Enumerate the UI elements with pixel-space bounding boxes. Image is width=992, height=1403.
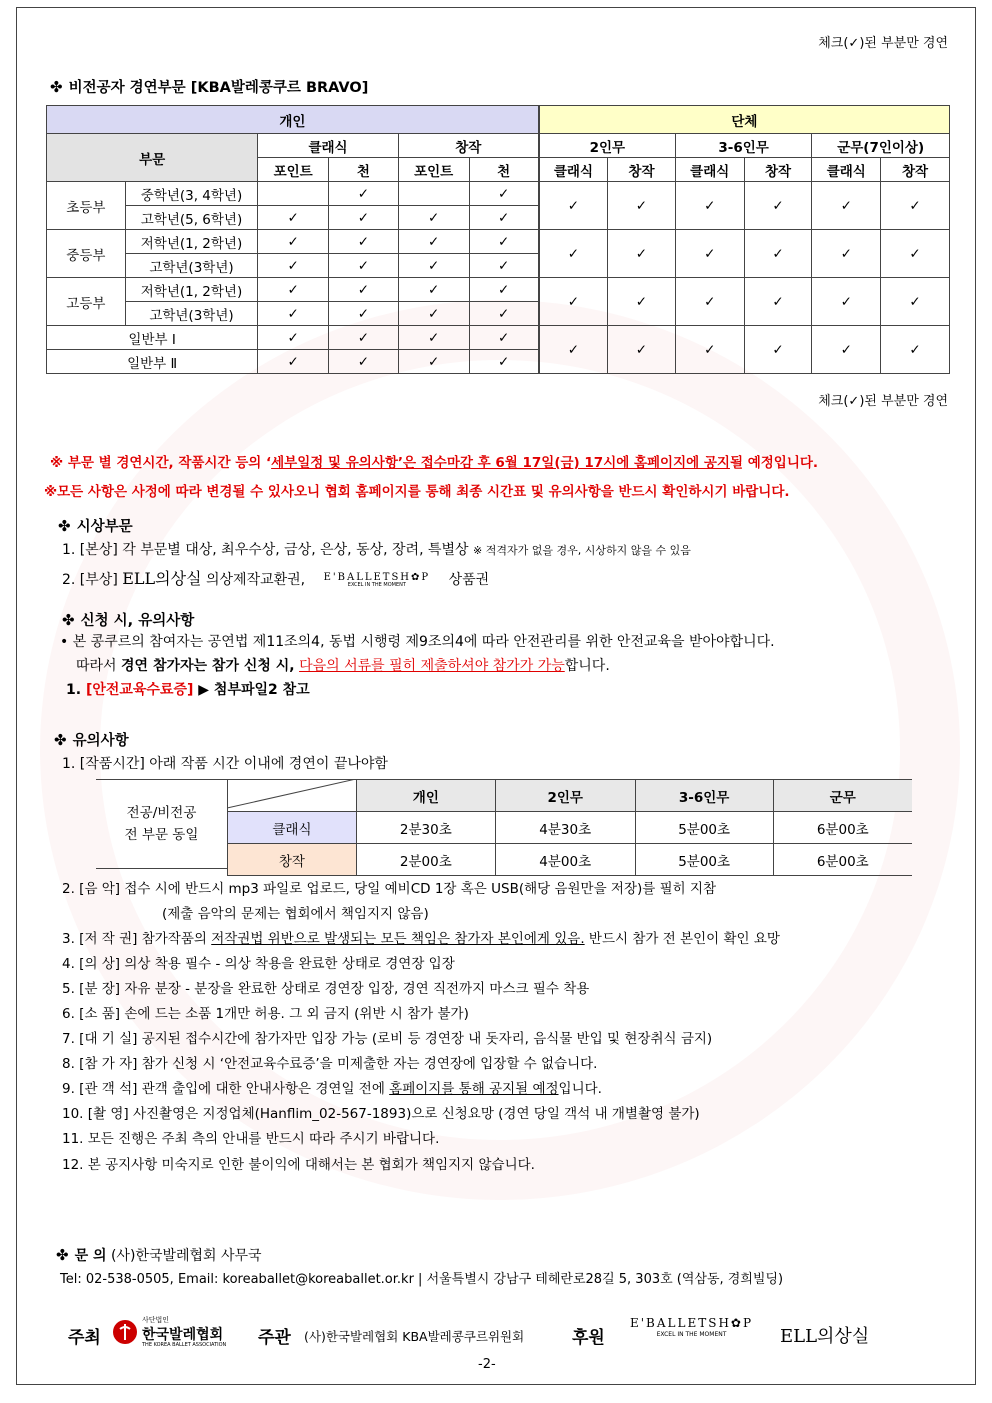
apply-line-3-a: 1. [66, 682, 82, 698]
time-row-label-creative: 창작 [228, 844, 357, 876]
header-duo: 2인무 [539, 134, 676, 158]
check-cell: ✓ [675, 182, 744, 230]
header-cloth-1: 천 [329, 158, 399, 182]
apply-line-2-a: 따라서 [76, 658, 117, 674]
row-sub: 저학년(1, 2학년) [125, 278, 258, 302]
time-header: 개인 [356, 780, 495, 812]
row-group-high: 고등부 [47, 278, 126, 326]
apply-heading [62, 609, 194, 630]
notice-schedule-suffix: 될 예정입니다. [729, 455, 819, 471]
check-cell: ✓ [398, 254, 469, 278]
check-cell: ✓ [812, 230, 881, 278]
check-cell: ✓ [469, 326, 539, 350]
time-header: 3-6인무 [635, 780, 773, 812]
host-label: 주최 [68, 1328, 101, 1348]
check-cell: ✓ [258, 254, 329, 278]
header-ind-classical: 클래식 [258, 134, 399, 158]
page-number: -2- [478, 1357, 496, 1372]
awards-heading [58, 515, 133, 536]
apply-line-3-b: [안전교육수료증] [85, 682, 194, 698]
contact-heading [56, 1245, 262, 1265]
award-main [62, 539, 691, 559]
top-note: 체크(✓)된 부분만 경연 [818, 36, 948, 51]
check-cell: ✓ [258, 350, 329, 374]
header-point-2: 포인트 [398, 158, 469, 182]
row-sub: 고학년(5, 6학년) [125, 206, 258, 230]
time-header: 2인무 [495, 780, 635, 812]
row-sub: 고학년(3학년) [125, 302, 258, 326]
check-cell: ✓ [258, 302, 329, 326]
time-header: 군무 [773, 780, 912, 812]
caution-9-a: 9. [관 객 석] 관객 출입에 대한 안내사항은 경연일 전에 [62, 1081, 385, 1097]
caution-4: 4. [의 상] 의상 착용 필수 - 의상 착용을 완료한 상태로 경연장 입장 [62, 956, 455, 972]
time-value: 2분30초 [356, 812, 495, 844]
check-cell: ✓ [881, 182, 950, 230]
organizer-name: (사)한국발레협회 KBA발레콩쿠르위원회 [304, 1329, 525, 1344]
kba-logo-icon [112, 1319, 138, 1345]
check-cell: ✓ [398, 302, 469, 326]
check-cell: ✓ [258, 278, 329, 302]
time-row-label-classical: 클래식 [228, 812, 357, 844]
clover-icon: ✤ [56, 1246, 69, 1264]
caution-11: 11. 모든 진행은 주최 측의 안내를 반드시 따라 주시기 바랍니다. [62, 1131, 440, 1147]
check-cell: ✓ [398, 278, 469, 302]
check-cell: ✓ [675, 230, 744, 278]
header-corps: 군무(7인이상) [812, 134, 950, 158]
time-value: 2분00초 [356, 844, 495, 876]
award-main-text: 1. [본상] 각 부문별 대상, 최우수상, 금상, 은상, 동상, 장려, 특별상 [62, 542, 469, 558]
apply-line-3 [66, 679, 310, 699]
time-table-left-1: 전공/비전공 [126, 805, 197, 821]
caution-title: 유의사항 [72, 733, 129, 749]
award-extra-text: 의상제작교환권, [206, 572, 306, 588]
check-cell: ✓ [812, 326, 881, 374]
header-corps-classical: 클래식 [812, 158, 881, 182]
check-cell: ✓ [398, 230, 469, 254]
balletshop-logo-text: E'BALLETSH✿P [323, 571, 431, 583]
clover-icon: ✤ [54, 731, 67, 749]
check-cell: ✓ [469, 254, 539, 278]
header-individual: 개인 [47, 106, 539, 134]
check-cell: ✓ [744, 230, 812, 278]
header-category: 부문 [47, 134, 258, 182]
time-value: 4분00초 [495, 844, 635, 876]
apply-line-2-d: 합니다. [564, 658, 610, 674]
caution-8: 8. [참 가 자] 참가 신청 시 ‘안전교육수료증’을 미제출한 자는 경연장에 입장할 수 없습니다. [62, 1056, 598, 1072]
row-sub: 고학년(3학년) [125, 254, 258, 278]
host-small: 사단법인 [142, 1316, 170, 1324]
header-cloth-2: 천 [469, 158, 539, 182]
balletshop-logo [324, 573, 431, 588]
check-cell: ✓ [539, 278, 608, 326]
check-cell: ✓ [469, 278, 539, 302]
time-table [227, 779, 912, 876]
check-cell: ✓ [881, 230, 950, 278]
caution-7: 7. [대 기 실] 공지된 접수시간에 참가자만 입장 가능 (로비 등 경연장 내 돗자리, 음식물 반입 및 현장취식 금지) [62, 1031, 713, 1047]
time-table-left-2: 전 부문 동일 [124, 827, 199, 843]
check-cell: ✓ [329, 230, 399, 254]
check-cell: ✓ [469, 350, 539, 374]
apply-line-2-c: 다음의 서류를 필히 제출하셔야 참가가 가능 [299, 658, 565, 674]
time-value: 5분00초 [635, 812, 773, 844]
header-duo-creative: 창작 [608, 158, 676, 182]
balletshop-logo-sub: EXCEL IN THE MOMENT [347, 581, 406, 588]
check-cell: ✓ [675, 278, 744, 326]
award-extra-suffix: 상품권 [448, 572, 490, 588]
check-cell: ✓ [812, 278, 881, 326]
time-table-corner [228, 780, 357, 812]
caution-3-b: 저작권법 위반으로 발생되는 모든 책임은 참가자 본인에게 있음. [211, 931, 585, 947]
row-group-general-1: 일반부 I [47, 326, 258, 350]
caution-12: 12. 본 공지사항 미숙지로 인한 불이익에 대해서는 본 협회가 책임지지 않습니다. [62, 1157, 535, 1173]
check-cell: ✓ [812, 182, 881, 230]
section1-title: 비전공자 경연부문 [KBA발레콩쿠르 BRAVO] [68, 80, 369, 96]
check-cell: ✓ [258, 230, 329, 254]
check-cell: ✓ [398, 206, 469, 230]
host-name: 한국발레협회 [142, 1327, 224, 1343]
header-small-creative: 창작 [744, 158, 812, 182]
sponsor-label: 후원 [572, 1328, 605, 1348]
caution-10: 10. [촬 영] 사진촬영은 지정업체(Hanflim_02-567-1893)으로 신청요망 (경연 당일 객석 내 개별촬영 불가) [62, 1106, 700, 1122]
apply-line-2 [76, 655, 610, 675]
check-cell: ✓ [608, 278, 676, 326]
check-cell: ✓ [469, 302, 539, 326]
award-extra-label: 2. [부상] [62, 572, 118, 588]
caution-5: 5. [분 장] 자유 분장 - 분장을 완료한 상태로 경연장 입장, 경연 직전까지 마스크 필수 착용 [62, 981, 590, 997]
caution-9 [62, 1077, 602, 1097]
sponsor-ell-logo: ELL의상실 [780, 1326, 870, 1347]
check-cell: ✓ [608, 326, 676, 374]
check-cell: ✓ [329, 182, 399, 206]
row-sub: 저학년(1, 2학년) [125, 230, 258, 254]
host-en: THE KOREA BALLET ASSOCIATION [142, 1342, 227, 1348]
clover-icon: ✤ [50, 78, 63, 96]
check-cell: ✓ [329, 302, 399, 326]
header-group: 단체 [539, 106, 950, 134]
row-group-elementary: 초등부 [47, 182, 126, 230]
apply-line-3-c: ▶ 첨부파일2 참고 [198, 682, 310, 698]
clover-icon: ✤ [58, 517, 71, 535]
caution-2b: (제출 음악의 문제는 협회에서 책임지지 않음) [162, 906, 429, 922]
sponsor-balletshop-text: E'BALLETSH✿P [630, 1316, 754, 1330]
row-group-middle: 중등부 [47, 230, 126, 278]
caution-6: 6. [소 품] 손에 드는 소품 1개만 허용. 그 외 금지 (위반 시 참가 불가) [62, 1006, 469, 1022]
apply-line-2-b: 경연 참가자는 참가 신청 시, [121, 658, 295, 674]
time-value: 5분00초 [635, 844, 773, 876]
sponsor-balletshop-logo [630, 1317, 753, 1338]
check-cell: ✓ [329, 350, 399, 374]
check-cell: ✓ [329, 254, 399, 278]
contact-label: 문 의 [74, 1248, 107, 1264]
check-cell [398, 182, 469, 206]
check-cell: ✓ [469, 230, 539, 254]
check-cell [258, 182, 329, 206]
contact-line: Tel: 02-538-0505, Email: koreaballet@koreaballet.or.kr | 서울특별시 강남구 테헤란로28길 5, 303호 (역삼동, 경희빌딩) [60, 1272, 784, 1287]
time-value: 6분00초 [773, 812, 912, 844]
caution-9-c: 입니다. [558, 1081, 602, 1097]
check-cell: ✓ [258, 326, 329, 350]
row-sub: 중학년(3, 4학년) [125, 182, 258, 206]
caution-9-b: 홈페이지를 통해 공지될 예정 [389, 1081, 559, 1097]
check-cell: ✓ [329, 206, 399, 230]
award-main-note: ※ 적격자가 없을 경우, 시상하지 않을 수 있음 [473, 544, 691, 557]
ell-logo: ELL의상실 [122, 569, 202, 588]
header-small-group: 3-6인무 [675, 134, 812, 158]
contact-org: (사)한국발레협회 사무국 [110, 1248, 262, 1264]
check-cell: ✓ [744, 326, 812, 374]
check-cell: ✓ [539, 182, 608, 230]
notice-schedule-underlined: 세부일정 및 유의사항’은 접수마감 후 6월 17일(금) 17시에 홈페이지에 공지 [271, 455, 730, 471]
category-table [46, 105, 950, 374]
caution-3 [62, 927, 780, 947]
caution-heading [54, 729, 129, 750]
notice-changes: ※모든 사항은 사정에 따라 변경될 수 있사오니 협회 홈페이지를 통해 최종 시간표 및 유의사항을 반드시 확인하시기 바랍니다. [44, 484, 790, 500]
time-value: 6분00초 [773, 844, 912, 876]
check-cell: ✓ [329, 278, 399, 302]
check-cell: ✓ [258, 206, 329, 230]
clover-icon: ✤ [62, 611, 75, 629]
time-table-left [96, 779, 227, 869]
check-cell: ✓ [881, 278, 950, 326]
check-cell: ✓ [398, 326, 469, 350]
check-cell: ✓ [608, 230, 676, 278]
caution-3-c: 반드시 참가 전 본인이 확인 요망 [588, 931, 780, 947]
check-cell: ✓ [608, 182, 676, 230]
check-cell: ✓ [539, 326, 608, 374]
caution-2: 2. [음 악] 접수 시에 반드시 mp3 파일로 업로드, 당일 예비CD 1장 혹은 USB(해당 음원만을 저장)를 필히 지참 [62, 881, 717, 897]
check-cell: ✓ [398, 350, 469, 374]
awards-title: 시상부문 [76, 519, 133, 535]
header-duo-classical: 클래식 [539, 158, 608, 182]
check-cell: ✓ [744, 182, 812, 230]
header-corps-creative: 창작 [881, 158, 950, 182]
check-cell: ✓ [881, 326, 950, 374]
time-value: 4분30초 [495, 812, 635, 844]
check-cell: ✓ [539, 230, 608, 278]
apply-line-1: • 본 콩쿠르의 참여자는 공연법 제11조의4, 동법 시행령 제9조의4에 따라 안전관리를 위한 안전교육을 받아야합니다. [60, 634, 775, 650]
check-cell: ✓ [469, 182, 539, 206]
apply-title: 신청 시, 유의사항 [80, 613, 195, 629]
organizer-label: 주관 [258, 1328, 291, 1348]
header-small-classical: 클래식 [675, 158, 744, 182]
award-extra [62, 566, 489, 589]
bottom-note: 체크(✓)된 부분만 경연 [818, 394, 948, 409]
check-cell: ✓ [744, 278, 812, 326]
check-cell: ✓ [469, 206, 539, 230]
sponsor-balletshop-sub: EXCEL IN THE MOMENT [656, 1331, 727, 1338]
section1-heading [50, 76, 368, 97]
notice-schedule [50, 451, 818, 471]
caution-3-a: 3. [저 작 권] 참가작품의 [62, 931, 207, 947]
check-cell: ✓ [675, 326, 744, 374]
notice-schedule-prefix: ※ 부문 별 경연시간, 작품시간 등의 ‘ [50, 455, 272, 471]
header-point-1: 포인트 [258, 158, 329, 182]
caution-1: 1. [작품시간] 아래 작품 시간 이내에 경연이 끝나야함 [62, 756, 388, 772]
header-ind-creative: 창작 [398, 134, 539, 158]
row-group-general-2: 일반부 Ⅱ [47, 350, 258, 374]
check-cell: ✓ [329, 326, 399, 350]
